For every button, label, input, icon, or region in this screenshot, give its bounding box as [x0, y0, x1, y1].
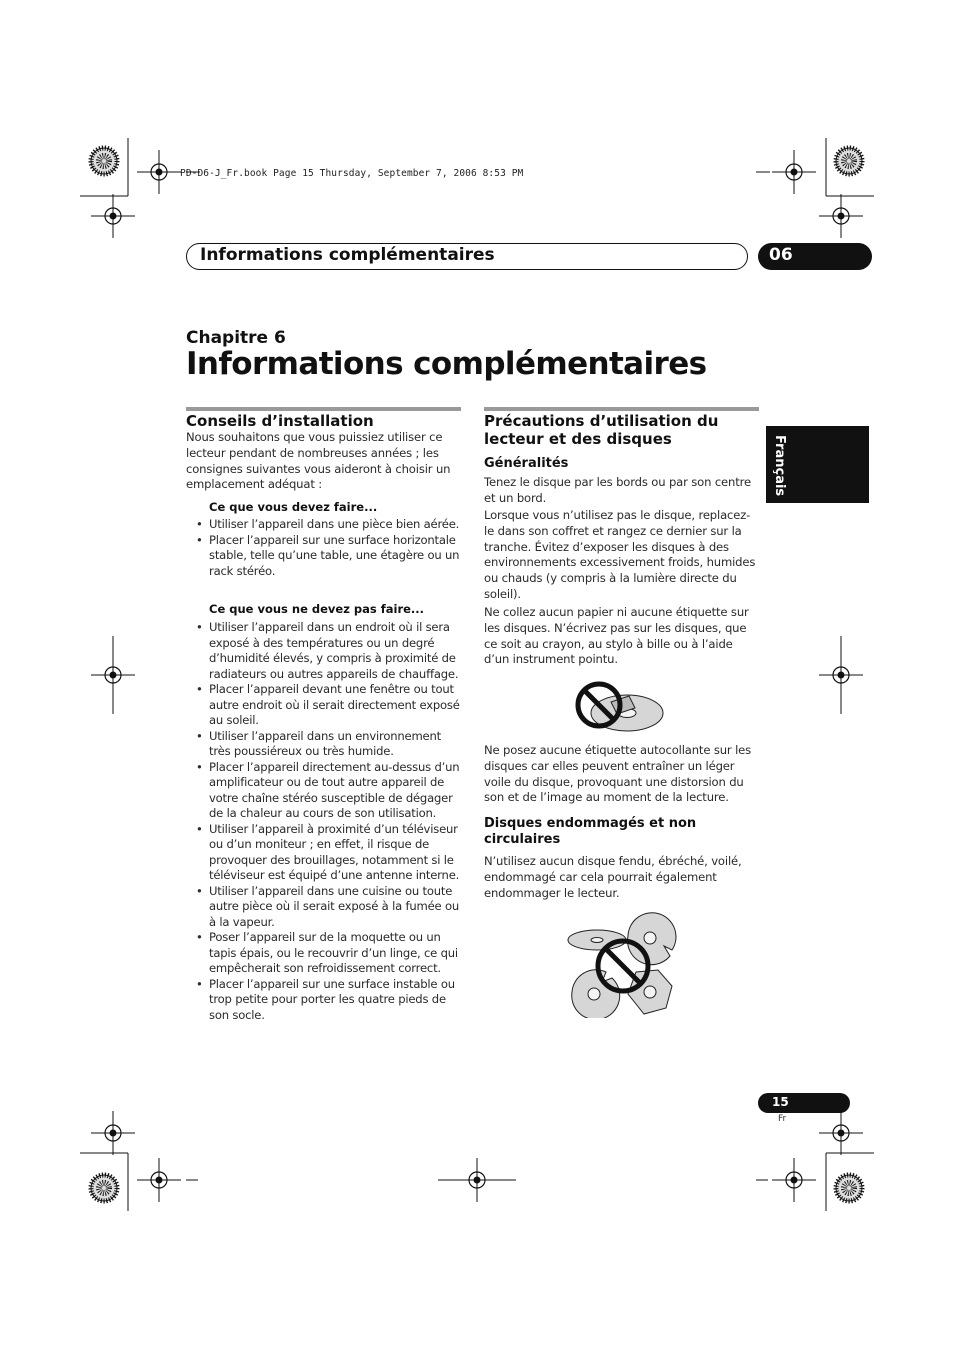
list-item: • Placer l’appareil devant une fenêtre ou tout autre endroit où il serait directement exposé au soleil. — [196, 682, 463, 729]
section-rule-right — [484, 407, 759, 411]
sticker-warning: Ne posez aucune étiquette autocollante sur les disques car elles peuvent entraîner un léger voile du disque, provoquant une distorsion du son et de l’image au moment de la lecture. — [484, 743, 752, 805]
page-title: Informations complémentaires — [186, 346, 707, 382]
general-paragraph-1: Tenez le disque par les bords ou par son centre et un bord. — [484, 475, 751, 505]
general-heading: Généralités — [484, 456, 569, 471]
dont-list — [196, 620, 463, 1023]
do-list — [196, 517, 463, 579]
section-rule-left — [186, 407, 461, 411]
list-item: • Utiliser l’appareil dans une cuisine ou toute autre pièce où il serait exposé à la fumée ou à la vapeur. — [196, 884, 463, 931]
list-item: • Utiliser l’appareil dans un endroit où il sera exposé à des températures ou un degré d’humidité élevés, y compris à proximité de radiateurs ou autres appareils de chauffage. — [196, 620, 463, 682]
damaged-heading: Disques endommagés et non circulaires — [484, 816, 697, 847]
list-item: • Placer l’appareil directement au-dessus d’un amplificateur ou de tout autre appareil de votre chaîne stéréo susceptible de dégager de la chaleur au cours de son utilisation. — [196, 760, 463, 822]
page-language-code: Fr — [778, 1114, 787, 1124]
list-item: • Placer l’appareil sur une surface instable ou trop petite pour porter les quatre pieds de son socle. — [196, 977, 463, 1024]
list-item: • Utiliser l’appareil dans un environnement très poussiéreux ou très humide. — [196, 729, 463, 760]
list-item: • Poser l’appareil sur de la moquette ou un tapis épais, ou le recouvrir d’un linge, ce qui empêcherait son refroidissement correct. — [196, 930, 463, 977]
no-sticker-disc-icon — [575, 678, 667, 736]
damaged-paragraph: N’utilisez aucun disque fendu, ébréché, voilé, endommagé car cela pourrait également endommager le lecteur. — [484, 854, 742, 900]
installation-intro: Nous souhaitons que vous puissiez utiliser ce lecteur pendant de nombreuses années ; les consignes suivantes vous aideront à choisir un emplacement adéquat : — [186, 430, 451, 492]
list-item: • Utiliser l’appareil dans une pièce bien aérée. — [196, 517, 463, 533]
print-slug: PD-D6-J_Fr.book Page 15 Thursday, September 7, 2006 8:53 PM — [180, 168, 524, 179]
list-item: • Placer l’appareil sur une surface horizontale stable, telle qu’une table, une étagère ou un rack stéréo. — [196, 533, 463, 580]
section-heading-installation: Conseils d’installation — [186, 412, 374, 430]
chapter-number: 06 — [769, 245, 793, 265]
no-damaged-discs-icon — [566, 912, 678, 1018]
language-tab-label: Français — [772, 435, 787, 497]
dont-heading: Ce que vous ne devez pas faire... — [209, 602, 425, 616]
running-header-title: Informations complémentaires — [200, 245, 495, 265]
chapter-label: Chapitre 6 — [186, 328, 286, 348]
page-number: 15 — [772, 1095, 789, 1109]
section-heading-precautions: Précautions d’utilisation du lecteur et des disques — [484, 412, 719, 448]
general-paragraph-3: Ne collez aucun papier ni aucune étiquette sur les disques. N’écrivez pas sur les disques, que ce soit au crayon, au stylo à bille ou à l’aide d’un instrument pointu. — [484, 605, 749, 667]
list-item: • Utiliser l’appareil à proximité d’un téléviseur ou d’un moniteur ; en effet, il risque de provoquer des brouillages, notamment si le téléviseur est équipé d’une antenne interne. — [196, 822, 463, 884]
general-paragraph-2: Lorsque vous n’utilisez pas le disque, replacez-le dans son coffret et rangez ce dernier sur la tranche. Évitez d’exposer les disques à des environnements excessivement froids, humides ou chauds (y compris à la lumière directe du soleil). — [484, 508, 756, 601]
do-heading: Ce que vous devez faire... — [209, 500, 378, 514]
